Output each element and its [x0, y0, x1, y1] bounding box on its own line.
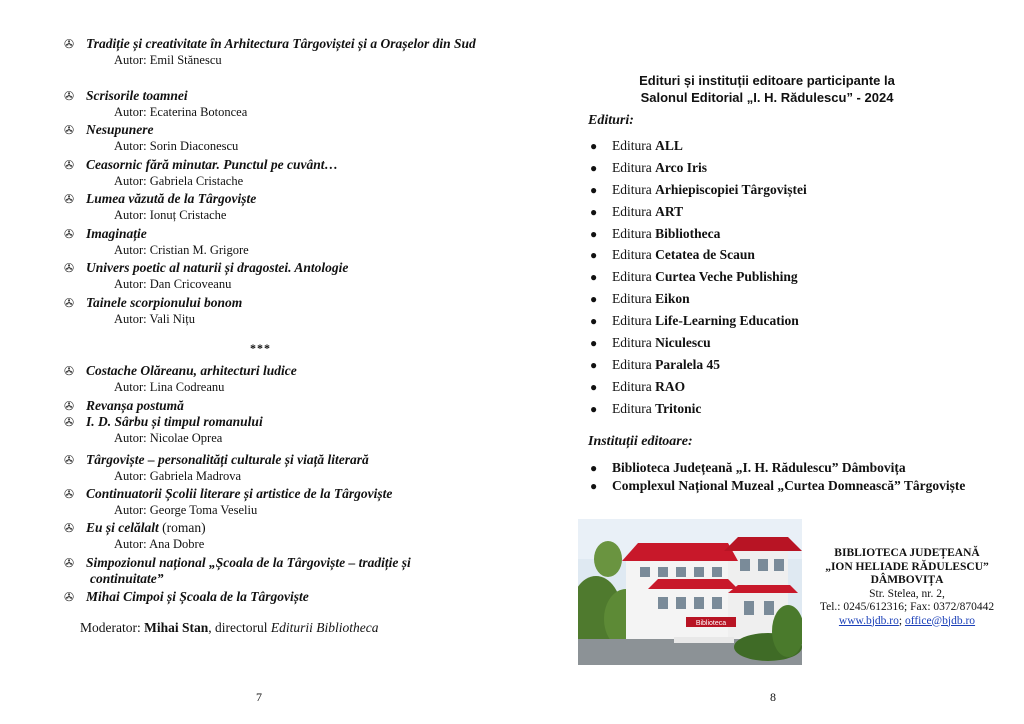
- contact-phone: Tel.: 0245/612316; Fax: 0372/870442: [819, 601, 995, 613]
- author-name: Dan Cricoveanu: [149, 277, 232, 291]
- book-title: [64, 191, 484, 207]
- book-title: [64, 398, 484, 414]
- book-entry: [64, 452, 484, 484]
- publisher-prefix: Editura: [612, 159, 656, 175]
- bullet-icon: ●: [590, 479, 598, 493]
- institution-item: [590, 459, 965, 477]
- book-title-text: Târgoviște – personalități culturale și viață literară: [86, 452, 369, 467]
- contact-name-line-2: „ION HELIADE RĂDULESCU”: [825, 560, 989, 573]
- book-entry: [64, 157, 484, 189]
- book-title-text: Continuatorii Școlii literare și artistice de la Târgoviște: [86, 486, 393, 501]
- book-author: [64, 311, 484, 327]
- bullet-icon: ●: [590, 226, 598, 241]
- publishers-title: Edituri:: [588, 113, 634, 128]
- bullet-icon: ●: [590, 336, 598, 351]
- moderator-publisher: Editurii Bibliotheca: [270, 620, 379, 635]
- institutions-title: Instituții editoare:: [588, 434, 693, 449]
- publisher-name: Eikon: [655, 291, 690, 307]
- author-label: Autor:: [114, 53, 147, 67]
- author-label: Autor:: [114, 503, 147, 517]
- scissors-bullet-icon: ✇: [64, 261, 75, 275]
- publisher-item: [590, 288, 807, 310]
- email-link[interactable]: office@bjdb.ro: [904, 614, 976, 627]
- publisher-prefix: Editura: [612, 335, 656, 351]
- book-title: [64, 520, 484, 536]
- book-author: [64, 242, 484, 258]
- publisher-item: [590, 201, 807, 223]
- book-title-text: Imaginație: [86, 226, 147, 241]
- book-title: [64, 88, 484, 104]
- book-title-text: Costache Olăreanu, arhitecturi ludice: [86, 363, 297, 378]
- book-author: [64, 430, 484, 446]
- publisher-name: ART: [655, 203, 684, 219]
- scissors-bullet-icon: ✇: [64, 556, 75, 570]
- book-entry: [64, 191, 484, 223]
- book-title-text: Revanșa postumă: [86, 398, 184, 413]
- book-title: [64, 363, 484, 379]
- contact-links: [812, 615, 1002, 629]
- book-entry: [64, 88, 484, 120]
- author-label: Autor:: [114, 312, 147, 326]
- book-title: [64, 260, 484, 276]
- publisher-prefix: Editura: [612, 247, 656, 263]
- book-title-text: Nesupunere: [86, 122, 154, 137]
- author-label: Autor:: [114, 380, 147, 394]
- scissors-bullet-icon: ✇: [64, 37, 75, 51]
- book-title-text: Ceasornic fără minutar. Punctul pe cuvânt…: [86, 157, 339, 172]
- publisher-name: ALL: [655, 138, 683, 153]
- scissors-bullet-icon: ✇: [64, 364, 75, 378]
- book-title: [64, 122, 484, 138]
- bullet-icon: ●: [590, 292, 598, 307]
- book-title: [64, 555, 484, 587]
- author-label: Autor:: [114, 243, 147, 257]
- book-author: [64, 536, 484, 552]
- book-entry: [64, 295, 484, 327]
- book-author: [64, 207, 484, 223]
- bullet-icon: ●: [590, 314, 598, 329]
- publisher-item: [590, 332, 807, 354]
- bullet-icon: ●: [590, 182, 598, 197]
- book-author: [64, 276, 484, 292]
- heading-line-1: Edituri și instituții editoare participante la: [639, 73, 895, 88]
- author-name: Gabriela Cristache: [149, 174, 244, 188]
- bullet-icon: ●: [590, 160, 598, 175]
- book-author: [64, 379, 484, 395]
- publisher-item: [590, 135, 807, 157]
- author-name: Nicolae Oprea: [149, 431, 223, 445]
- publisher-prefix: Editura: [612, 291, 656, 307]
- book-title-suffix: (roman): [158, 520, 206, 535]
- scissors-bullet-icon: ✇: [64, 399, 75, 413]
- building-sign-text: Biblioteca: [695, 620, 727, 627]
- bullet-icon: ●: [590, 379, 598, 394]
- author-name: Cristian M. Grigore: [149, 243, 249, 257]
- contact-name-line-1: BIBLIOTECA JUDEȚEANĂ: [834, 547, 980, 559]
- book-entry: [64, 555, 484, 587]
- bullet-icon: ●: [590, 357, 598, 372]
- scissors-bullet-icon: ✇: [64, 123, 75, 137]
- publisher-item: [590, 310, 807, 332]
- book-entry: [64, 589, 484, 605]
- author-label: Autor:: [114, 174, 147, 188]
- book-title: [64, 589, 484, 605]
- publisher-item: [590, 376, 807, 398]
- publisher-name: Life-Learning Education: [655, 313, 799, 329]
- book-entry: [64, 414, 484, 446]
- page-heading: [592, 72, 942, 106]
- publisher-name: RAO: [655, 378, 686, 394]
- bullet-icon: ●: [590, 270, 598, 285]
- moderator-line: [80, 620, 378, 636]
- institutions-list: [590, 459, 965, 495]
- contact-address: Str. Stelea, nr. 2,: [869, 587, 945, 600]
- author-name: Sorin Diaconescu: [149, 139, 239, 153]
- bullet-icon: ●: [590, 461, 598, 475]
- book-author: [64, 104, 484, 120]
- right-page: [512, 0, 1024, 724]
- publisher-item: [590, 354, 807, 376]
- book-title: [64, 452, 484, 468]
- book-title-text: Mihai Cimpoi și Școala de la Târgoviște: [86, 589, 309, 604]
- book-entry: [64, 122, 484, 154]
- institution-item: [590, 477, 965, 495]
- book-author: [64, 468, 484, 484]
- publisher-prefix: Editura: [612, 269, 656, 285]
- publisher-name: Tritonic: [655, 400, 702, 416]
- publishers-list: [590, 135, 807, 420]
- book-title: [64, 414, 484, 430]
- book-title-text: Lumea văzută de la Târgoviște: [86, 191, 257, 206]
- book-title: [64, 36, 484, 52]
- book-entry: [64, 520, 484, 552]
- book-entry: [64, 363, 484, 395]
- book-title-text: Univers poetic al naturii și dragostei. Antologie: [86, 260, 349, 275]
- publisher-name: Paralela 45: [655, 356, 720, 372]
- book-entry: [64, 226, 484, 258]
- scissors-bullet-icon: ✇: [64, 453, 75, 467]
- author-name: George Toma Veseliu: [149, 503, 258, 517]
- book-author: [64, 138, 484, 154]
- author-label: Autor:: [114, 469, 147, 483]
- book-entry: [64, 36, 484, 68]
- publisher-prefix: Editura: [612, 356, 656, 372]
- book-author: [64, 502, 484, 518]
- contact-name-line-3: DÂMBOVIȚA: [870, 574, 944, 586]
- publisher-prefix: Editura: [612, 203, 656, 219]
- bullet-icon: ●: [590, 248, 598, 263]
- scissors-bullet-icon: ✇: [64, 158, 75, 172]
- publisher-name: Cetatea de Scaun: [655, 247, 755, 263]
- author-name: Lina Codreanu: [149, 380, 225, 394]
- publisher-name: Arco Iris: [655, 159, 707, 175]
- book-title: [64, 157, 484, 173]
- link-separator: ;: [898, 614, 905, 627]
- scissors-bullet-icon: ✇: [64, 227, 75, 241]
- institution-name: Biblioteca Județeană „I. H. Rădulescu” Dâmbovița: [612, 460, 906, 475]
- author-label: Autor:: [114, 431, 147, 445]
- publisher-prefix: Editura: [612, 378, 656, 394]
- author-label: Autor:: [114, 105, 147, 119]
- publisher-name: Bibliotheca: [655, 225, 721, 241]
- page-number-left: 7: [256, 690, 262, 704]
- book-title: [64, 486, 484, 502]
- author-label: Autor:: [114, 208, 147, 222]
- library-contact: [812, 547, 1002, 628]
- author-name: Ana Dobre: [149, 537, 205, 551]
- publisher-name: Arhiepiscopiei Târgoviștei: [655, 181, 807, 197]
- publisher-prefix: Editura: [612, 225, 656, 241]
- publisher-item: [590, 244, 807, 266]
- publisher-prefix: Editura: [612, 313, 656, 329]
- library-building-image: [578, 519, 802, 665]
- scissors-bullet-icon: ✇: [64, 415, 75, 429]
- publisher-item: [590, 157, 807, 179]
- author-name: Gabriela Madrova: [149, 469, 242, 483]
- scissors-bullet-icon: ✇: [64, 192, 75, 206]
- section-separator: ***: [250, 341, 271, 355]
- scissors-bullet-icon: ✇: [64, 296, 75, 310]
- book-title-text: I. D. Sârbu și timpul romanului: [86, 414, 263, 429]
- book-title-text: Simpozionul național „Școala de la Târgoviște – tradiție și continuitate”: [86, 555, 411, 586]
- scissors-bullet-icon: ✇: [64, 487, 75, 501]
- moderator-label: Moderator:: [80, 620, 145, 635]
- book-title-text: Scrisorile toamnei: [86, 88, 188, 103]
- website-link[interactable]: www.bjdb.ro: [838, 614, 899, 627]
- moderator-role: , directorul: [208, 620, 271, 635]
- scissors-bullet-icon: ✇: [64, 590, 75, 604]
- bullet-icon: ●: [590, 204, 598, 219]
- author-label: Autor:: [114, 139, 147, 153]
- author-label: Autor:: [114, 277, 147, 291]
- book-title: [64, 295, 484, 311]
- author-name: Vali Nițu: [149, 312, 196, 326]
- book-author: [64, 173, 484, 189]
- publisher-name: Curtea Veche Publishing: [655, 269, 798, 285]
- publisher-item: [590, 266, 807, 288]
- publisher-prefix: Editura: [612, 181, 656, 197]
- publisher-item: [590, 398, 807, 420]
- author-name: Ionuț Cristache: [149, 208, 227, 222]
- book-entry: [64, 398, 484, 414]
- library-photo: [578, 519, 802, 665]
- book-entry: [64, 486, 484, 518]
- publisher-prefix: Editura: [612, 138, 656, 153]
- author-label: Autor:: [114, 537, 147, 551]
- publisher-name: Niculescu: [655, 335, 711, 351]
- book-title-text: Tainele scorpionului bonom: [86, 295, 243, 310]
- publisher-prefix: Editura: [612, 400, 656, 416]
- scissors-bullet-icon: ✇: [64, 521, 75, 535]
- publisher-item: [590, 223, 807, 245]
- bullet-icon: ●: [590, 401, 598, 416]
- scissors-bullet-icon: ✇: [64, 89, 75, 103]
- bullet-icon: ●: [590, 139, 598, 153]
- book-title: [64, 226, 484, 242]
- book-author: [64, 52, 484, 68]
- author-name: Emil Stănescu: [149, 53, 222, 67]
- book-entry: [64, 260, 484, 292]
- heading-line-2: Salonul Editorial „I. H. Rădulescu” - 2024: [640, 90, 894, 105]
- author-name: Ecaterina Botoncea: [149, 105, 248, 119]
- moderator-name: Mihai Stan: [144, 620, 209, 635]
- page-number-right: 8: [770, 690, 776, 704]
- institution-name: Complexul Național Muzeal „Curtea Domnească” Târgoviște: [612, 478, 966, 493]
- book-title-text: Eu și celălalt: [86, 520, 159, 535]
- publisher-item: [590, 179, 807, 201]
- book-title-text: Tradiție și creativitate în Arhitectura Târgoviștei și a Orașelor din Sud: [86, 36, 476, 51]
